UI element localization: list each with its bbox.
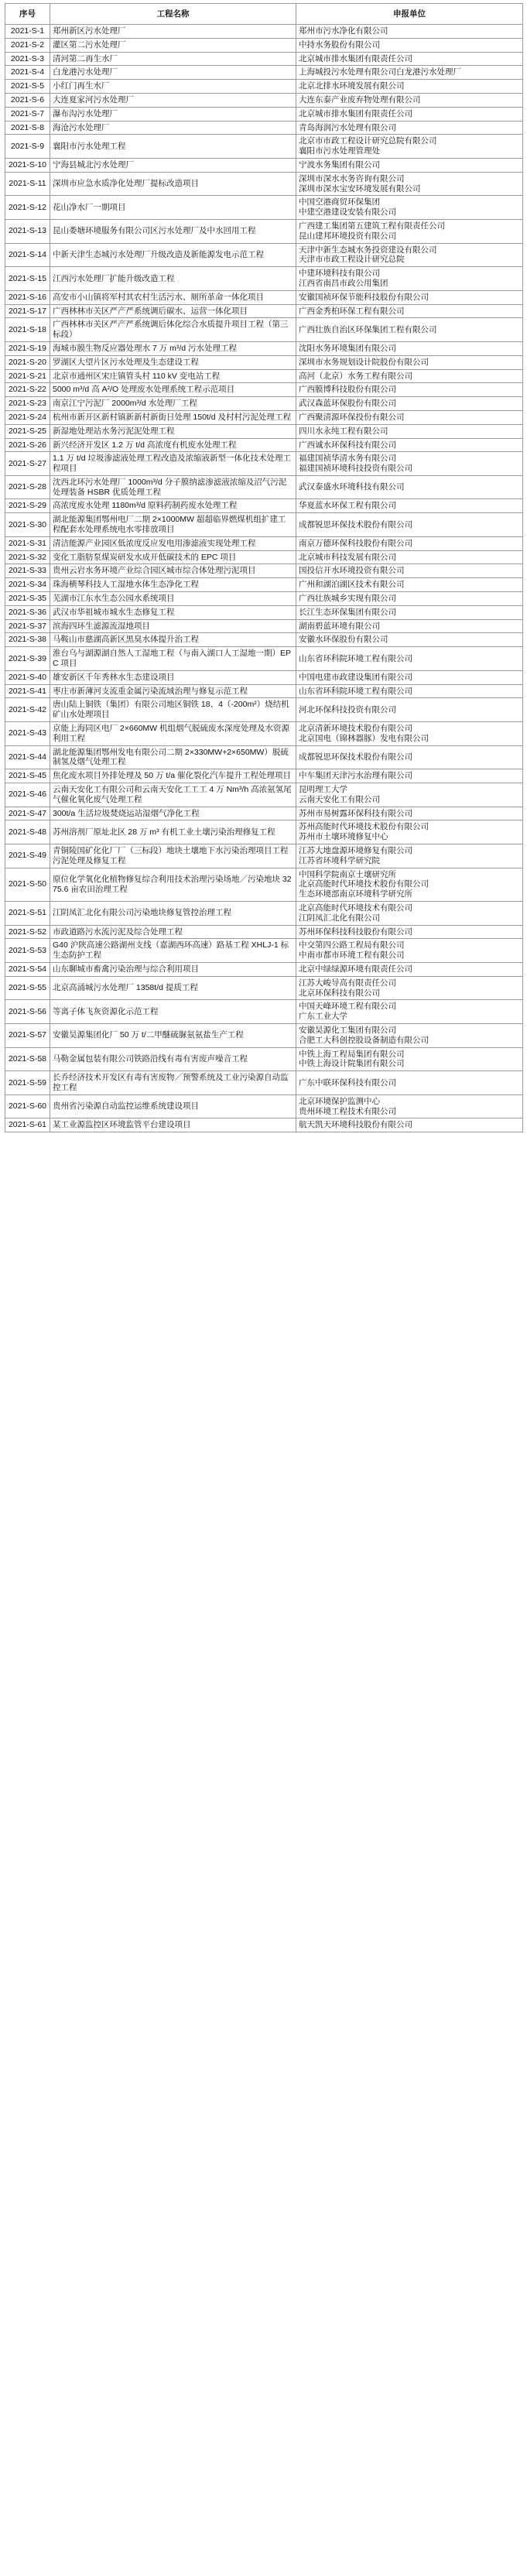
cell-project-name: 白龙港污水处理厂 (50, 66, 296, 80)
cell-organization: 北京环境保护监测中心 贵州环境工程技术有限公司 (296, 1094, 523, 1118)
table-header (5, 4, 523, 25)
cell-project-name: 中新天津生态城污水处理厂升级改造及新能源发电示范工程 (50, 243, 296, 267)
table-row (5, 369, 523, 383)
table-row (5, 66, 523, 80)
cell-serial-number: 2021-S-54 (5, 962, 50, 976)
cell-project-name: 罗湖区大望片区污水处理及生态建设工程 (50, 355, 296, 369)
cell-organization: 中持水务股份有限公司 (296, 38, 523, 52)
table-row (5, 219, 523, 243)
table-row (5, 513, 523, 537)
cell-organization: 北京北排水环境发展有限公司 (296, 80, 523, 94)
table-row (5, 452, 523, 476)
table-row (5, 633, 523, 647)
cell-project-name: 唐山陆上铜铁（集团）有限公司地区铜铁 18、4（-200m²）烧结机矿山水处理项目 (50, 698, 296, 722)
table-row (5, 475, 523, 499)
cell-project-name: 芜湖市江东水生态公园水系统项目 (50, 592, 296, 606)
cell-organization: 山东省环科院环境工程有限公司 (296, 647, 523, 671)
cell-project-name: 新兴经济开发区 1.2 万 t/d 高浓度有机废水处理工程 (50, 438, 296, 452)
cell-organization: 北京市市政工程设计研究总院有限公司 襄阳市污水处理管理处 (296, 135, 523, 159)
cell-project-name: 1.1 万 t/d 垃圾渗滤液处理工程改造及浓缩液新型一体化技术处理工程项目 (50, 452, 296, 476)
cell-serial-number: 2021-S-7 (5, 107, 50, 121)
column-header-no: 序号 (5, 4, 50, 25)
cell-organization: 高河（北京）水务工程有限公司 (296, 369, 523, 383)
cell-project-name: 新湿地处理站水务污泥泥处理工程 (50, 424, 296, 438)
cell-organization: 中车集团天津污水治理有限公司 (296, 769, 523, 783)
cell-serial-number: 2021-S-57 (5, 1023, 50, 1047)
cell-serial-number: 2021-S-40 (5, 670, 50, 684)
cell-organization: 安徽昊源化工集团有限公司 合肥工大科创控股设备制造有限公司 (296, 1023, 523, 1047)
cell-project-name: 北京高涌城污水处理厂 1358t/d 提质工程 (50, 976, 296, 1000)
cell-serial-number: 2021-S-23 (5, 397, 50, 411)
cell-project-name: 清河第二再生水厂 (50, 52, 296, 66)
table-row (5, 925, 523, 939)
cell-serial-number: 2021-S-17 (5, 304, 50, 318)
cell-organization: 苏州环保科技科技股份有限公司 (296, 925, 523, 939)
table-row (5, 807, 523, 820)
cell-organization: 深圳市水务规划设计院股份有限公司 (296, 355, 523, 369)
cell-organization: 广东中联环保科技有限公司 (296, 1071, 523, 1095)
cell-project-name: 湖北能源集团鄂州电厂二期 2×1000MW 超超临界燃煤机组扩建工程配套水处理系统电水零排放项目 (50, 513, 296, 537)
cell-organization: 广州和湖泊湖区技术有限公司 (296, 578, 523, 592)
cell-project-name: 300t/a 生活垃圾焚烧运站湿烟气净化工程 (50, 807, 296, 820)
cell-organization: 成都锐思环保技术股份有限公司 (296, 513, 523, 537)
table-row (5, 592, 523, 606)
cell-serial-number: 2021-S-25 (5, 424, 50, 438)
table-row (5, 438, 523, 452)
table-row (5, 410, 523, 424)
cell-project-name: 青铜陵国矿化化厂厂（三标段）地块土壤地下水污染治理项目工程污泥处理及修复工程 (50, 844, 296, 868)
table-row (5, 605, 523, 619)
cell-serial-number: 2021-S-60 (5, 1094, 50, 1118)
table-row (5, 939, 523, 963)
cell-serial-number: 2021-S-30 (5, 513, 50, 537)
table-row (5, 578, 523, 592)
table-row (5, 962, 523, 976)
cell-serial-number: 2021-S-12 (5, 196, 50, 220)
cell-project-name: 变化工脂肪泵煤炭研发水成开低碳技术的 EPC 项目 (50, 550, 296, 564)
cell-project-name: 枣庄市新薄河支流重金属污染流域治理与修复示范工程 (50, 684, 296, 698)
cell-organization: 北京城市排水集团有限责任公司 (296, 107, 523, 121)
cell-organization: 中国空港商贸环保集团 中建空港建设安装有限公司 (296, 196, 523, 220)
cell-organization: 北京清新环境技术股份有限公司 北京国电（锦林器豚）发电有限公司 (296, 722, 523, 746)
cell-serial-number: 2021-S-28 (5, 475, 50, 499)
table-row (5, 722, 523, 746)
cell-project-name: 焦化废水项目外排处理及 50 万 t/a 催化裂化汽车提升工程处理项目 (50, 769, 296, 783)
cell-serial-number: 2021-S-42 (5, 698, 50, 722)
cell-organization: 郑州市污水净化有限公司 (296, 25, 523, 39)
cell-serial-number: 2021-S-3 (5, 52, 50, 66)
cell-organization: 江苏大地盘源环境修复有限公司 江苏省环境科学研究院 (296, 844, 523, 868)
table-row (5, 196, 523, 220)
table-row (5, 52, 523, 66)
table-row (5, 619, 523, 633)
cell-serial-number: 2021-S-47 (5, 807, 50, 820)
table-row (5, 383, 523, 397)
table-row (5, 355, 523, 369)
cell-organization: 湖南碧蓝环境有限公司 (296, 619, 523, 633)
cell-serial-number: 2021-S-21 (5, 369, 50, 383)
cell-organization: 宁波水务集团有限公司 (296, 158, 523, 172)
cell-project-name: 广西林林市关区严产严系统调后体化综合水质提升项目工程（第三标段） (50, 318, 296, 342)
cell-project-name: 京能上海同区电厂 2×660MW 机组烟气脱硫废水深度处理及水资源利用工程 (50, 722, 296, 746)
table-row (5, 304, 523, 318)
cell-organization: 广西建工集团第五建筑工程有限责任公司 昆山建邦环境投资有限公司 (296, 219, 523, 243)
cell-serial-number: 2021-S-24 (5, 410, 50, 424)
cell-project-name: 山东聊城市畜禽污染治理与综合利用项目 (50, 962, 296, 976)
cell-serial-number: 2021-S-46 (5, 783, 50, 807)
projects-table (5, 3, 523, 1132)
cell-organization: 中铁上海工程局集团有限公司 中铁上海设计院集团有限公司 (296, 1047, 523, 1071)
cell-organization: 青岛海润污水处理有限公司 (296, 121, 523, 135)
cell-project-name: 等离子体飞灰资源化示范工程 (50, 1000, 296, 1024)
cell-project-name: 湖北能源集团鄂州发电有限公司二期 2×330MW+2×650MW）脱硫制氢及烟气处理工程 (50, 745, 296, 769)
table-row (5, 1094, 523, 1118)
table-row (5, 499, 523, 513)
cell-organization: 深圳市深水水务咨询有限公司 深圳市深水宝安环境发展有限公司 (296, 172, 523, 196)
table-row (5, 1047, 523, 1071)
cell-serial-number: 2021-S-36 (5, 605, 50, 619)
table-row (5, 135, 523, 159)
cell-organization: 昆明理工大学 云南天安化工有限公司 (296, 783, 523, 807)
cell-serial-number: 2021-S-6 (5, 93, 50, 107)
cell-organization: 北京高能时代环境技术有限公司 江阴凤汇北化有限公司 (296, 901, 523, 925)
cell-organization: 福建国祯华清水务有限公司 福建国祯环境科技投资有限公司 (296, 452, 523, 476)
cell-project-name: 瀑布沟污水处理厂 (50, 107, 296, 121)
cell-project-name: 灌区第二污水处理厂 (50, 38, 296, 52)
cell-organization: 武汉森蓝环保股份有限公司 (296, 397, 523, 411)
table-body (5, 25, 523, 1132)
table-row (5, 158, 523, 172)
cell-project-name: 安徽昊源集团化厂 50 万 t/二甲醚硫脲氨氨盐生产工程 (50, 1023, 296, 1047)
cell-serial-number: 2021-S-41 (5, 684, 50, 698)
cell-serial-number: 2021-S-59 (5, 1071, 50, 1095)
cell-organization: 大连东泰产业废弃物处理有限公司 (296, 93, 523, 107)
cell-organization: 北京城市科技发展有限公司 (296, 550, 523, 564)
cell-organization: 安徽水环保股份有限公司 (296, 633, 523, 647)
cell-organization: 成都锐思环保技术股份有限公司 (296, 745, 523, 769)
cell-organization: 中国电建市政建设集团有限公司 (296, 670, 523, 684)
cell-serial-number: 2021-S-10 (5, 158, 50, 172)
table-row (5, 550, 523, 564)
cell-project-name: 苏州溶剂厂原址北区 28 万 m³ 有机工业土壤污染治理修复工程 (50, 820, 296, 844)
cell-project-name: 海城市膜生物反应器处理水 7 万 m³/d 污水处理工程 (50, 341, 296, 355)
cell-project-name: 贵州云岩水务环境产业综合园区城市综合体处理污泥项目 (50, 564, 296, 578)
cell-serial-number: 2021-S-32 (5, 550, 50, 564)
cell-serial-number: 2021-S-9 (5, 135, 50, 159)
table-row (5, 670, 523, 684)
table-row (5, 684, 523, 698)
cell-serial-number: 2021-S-39 (5, 647, 50, 671)
table-row (5, 1071, 523, 1095)
cell-project-name: 江西污水处理厂扩能升级改造工程 (50, 267, 296, 291)
cell-serial-number: 2021-S-31 (5, 536, 50, 550)
table-row (5, 536, 523, 550)
cell-organization: 天津中新生态城水务投资建设有限公司 天津市市政工程设计研究总院 (296, 243, 523, 267)
cell-serial-number: 2021-S-14 (5, 243, 50, 267)
table-row (5, 976, 523, 1000)
table-row (5, 769, 523, 783)
table-row (5, 25, 523, 39)
cell-project-name: 5000 m³/d 高 A²/O 处理废水处理系统工程示范项目 (50, 383, 296, 397)
cell-project-name: 雄安新区千年秀林水生态建设项目 (50, 670, 296, 684)
cell-project-name: 宁海县城北污水处理厂 (50, 158, 296, 172)
cell-project-name: 某工业源监控区环境监管平台建设项目 (50, 1118, 296, 1132)
cell-serial-number: 2021-S-27 (5, 452, 50, 476)
cell-project-name: 武汉市华祖城市城水生态修复工程 (50, 605, 296, 619)
cell-serial-number: 2021-S-52 (5, 925, 50, 939)
cell-serial-number: 2021-S-11 (5, 172, 50, 196)
cell-project-name: 深圳市应急水质净化处理厂提标改造项目 (50, 172, 296, 196)
cell-serial-number: 2021-S-58 (5, 1047, 50, 1071)
cell-serial-number: 2021-S-48 (5, 820, 50, 844)
cell-serial-number: 2021-S-37 (5, 619, 50, 633)
cell-organization: 四川水永纯工程有限公司 (296, 424, 523, 438)
table-row (5, 647, 523, 671)
table-row (5, 107, 523, 121)
cell-organization: 江苏大峻导高有限责任公司 北京环保科技有限公司 (296, 976, 523, 1000)
cell-organization: 南京万德环保科技股份有限公司 (296, 536, 523, 550)
table-row (5, 243, 523, 267)
cell-serial-number: 2021-S-51 (5, 901, 50, 925)
cell-project-name: 南京江宁污泥厂 2000m³/d 水处理厂工程 (50, 397, 296, 411)
cell-serial-number: 2021-S-43 (5, 722, 50, 746)
cell-project-name: 清洁能源产业园区低浓度反应发电用渗滤液实现处理工程 (50, 536, 296, 550)
table-row (5, 868, 523, 901)
cell-organization: 中建环境科技有限公司 江西省南昌市政公用集团 (296, 267, 523, 291)
table-row (5, 121, 523, 135)
cell-organization: 安徽国祯环保节能科技股份有限公司 (296, 290, 523, 304)
cell-serial-number: 2021-S-53 (5, 939, 50, 963)
table-row (5, 820, 523, 844)
cell-project-name: 花山净水厂一期项目 (50, 196, 296, 220)
cell-organization: 国投信开水环境投资有限公司 (296, 564, 523, 578)
table-row (5, 1023, 523, 1047)
cell-project-name: 市政道路污水流污泥及综合处理工程 (50, 925, 296, 939)
table-row (5, 844, 523, 868)
table-row (5, 397, 523, 411)
cell-serial-number: 2021-S-4 (5, 66, 50, 80)
cell-project-name: 沈西北环污水处理厂 1000m³/d 分子膜纳滤渗滤液浓缩及沼气污泥处理装备 HSBR 优质处理工程 (50, 475, 296, 499)
cell-serial-number: 2021-S-5 (5, 80, 50, 94)
cell-serial-number: 2021-S-1 (5, 25, 50, 39)
cell-serial-number: 2021-S-34 (5, 578, 50, 592)
cell-project-name: 马鞍山市慈湖高新区黑臭水体提升治工程 (50, 633, 296, 647)
cell-serial-number: 2021-S-44 (5, 745, 50, 769)
cell-organization: 长江生态环保集团有限公司 (296, 605, 523, 619)
cell-serial-number: 2021-S-20 (5, 355, 50, 369)
cell-organization: 苏州市易树露环保科技有限公司 (296, 807, 523, 820)
table-row (5, 93, 523, 107)
cell-organization: 中国科学院南京土壤研究所 北京高能时代环境技术股份有限公司 生态环境部南京环境科学研究所 (296, 868, 523, 901)
cell-organization: 航天凯天环境科技股份有限公司 (296, 1118, 523, 1132)
cell-serial-number: 2021-S-45 (5, 769, 50, 783)
column-header-project-name: 工程名称 (50, 4, 296, 25)
cell-project-name: 原位化学氧化化植物修复综合利用技术治理污染场地／污染地块 3275.6 亩农田治理工程 (50, 868, 296, 901)
cell-project-name: 海沧污水处理厂 (50, 121, 296, 135)
cell-organization: 中交第四公路工程局有限公司 中南市都市环境工程有限公司 (296, 939, 523, 963)
table-row (5, 1118, 523, 1132)
cell-project-name: 马勒金属包装有限公司铁路沿线有毒有害废声噪音工程 (50, 1047, 296, 1071)
cell-serial-number: 2021-S-61 (5, 1118, 50, 1132)
cell-project-name: 北京市通州区宋庄镇管头村 110 kV 变电站工程 (50, 369, 296, 383)
cell-serial-number: 2021-S-35 (5, 592, 50, 606)
cell-serial-number: 2021-S-15 (5, 267, 50, 291)
cell-project-name: 江阴凤汇北化有限公司污染地块修复管控治理工程 (50, 901, 296, 925)
cell-serial-number: 2021-S-38 (5, 633, 50, 647)
table-row (5, 38, 523, 52)
cell-serial-number: 2021-S-8 (5, 121, 50, 135)
cell-organization: 沈阳水务环境集团有限公司 (296, 341, 523, 355)
cell-organization: 广西诚水环保科技有限公司 (296, 438, 523, 452)
column-header-organization: 申报单位 (296, 4, 523, 25)
cell-project-name: 小红门再生水厂 (50, 80, 296, 94)
cell-organization: 北京城市排水集团有限责任公司 (296, 52, 523, 66)
cell-project-name: 淮台乌与湖源湖自然人工湿地工程（与南入湖口人工湿地一期）EPC 项目 (50, 647, 296, 671)
cell-project-name: 杭州市新开区新村镇新新村新街日处理 150t/d 及村村污泥处理工程 (50, 410, 296, 424)
cell-project-name: 珠海横琴科技人工湿地水体生态净化工程 (50, 578, 296, 592)
table-row (5, 267, 523, 291)
table-row (5, 745, 523, 769)
table-row (5, 564, 523, 578)
table-row (5, 341, 523, 355)
cell-organization: 中国天峰环境工程有限公司 广东工业大学 (296, 1000, 523, 1024)
cell-project-name: 广西林林市关区严产严系统调后碳水、运营一体化项目 (50, 304, 296, 318)
cell-serial-number: 2021-S-50 (5, 868, 50, 901)
cell-organization: 华夏蓝水环保工程有限公司 (296, 499, 523, 513)
table-row (5, 318, 523, 342)
cell-project-name: 长乔经济技术开发区有毒有害废物／预警系统及工业污染源自动监控工程 (50, 1071, 296, 1095)
cell-serial-number: 2021-S-55 (5, 976, 50, 1000)
cell-serial-number: 2021-S-2 (5, 38, 50, 52)
cell-organization: 广西膜博科技股份有限公司 (296, 383, 523, 397)
cell-project-name: 贵州省污染源自动监控运维系统建设项目 (50, 1094, 296, 1118)
cell-project-name: 高安市小山镇将军村其农村生活污水、厕所革命一体化项目 (50, 290, 296, 304)
table-row (5, 80, 523, 94)
table-header-row (5, 4, 523, 25)
cell-organization: 山东省环科院环境工程有限公司 (296, 684, 523, 698)
cell-organization: 广西壮族自治区环保集团工程有限公司 (296, 318, 523, 342)
cell-organization: 河北环保科技投资有限公司 (296, 698, 523, 722)
cell-organization: 广西聚清源环保投份有限公司 (296, 410, 523, 424)
cell-serial-number: 2021-S-19 (5, 341, 50, 355)
cell-project-name: G40 沪陕高速公路湖州支线（嘉湖西环高速）路基工程 XHLJ-1 标生态防护工程 (50, 939, 296, 963)
cell-organization: 武汉泰盛水环境科技有限公司 (296, 475, 523, 499)
cell-organization: 北京中绿绿源环境有限责任公司 (296, 962, 523, 976)
table-row (5, 698, 523, 722)
cell-project-name: 郑州新区污水处理厂 (50, 25, 296, 39)
cell-project-name: 襄阳市污水处理工程 (50, 135, 296, 159)
cell-serial-number: 2021-S-29 (5, 499, 50, 513)
cell-serial-number: 2021-S-56 (5, 1000, 50, 1024)
cell-serial-number: 2021-S-18 (5, 318, 50, 342)
table-row (5, 1000, 523, 1024)
award-list-document (0, 0, 527, 1140)
cell-project-name: 大连夏家河污水处理厂 (50, 93, 296, 107)
table-row (5, 290, 523, 304)
cell-project-name: 云南天安化工有限公司和云南天安化工工工 4 万 Nm³/h 高浓氨氢尾气催化氧化废气处理工程 (50, 783, 296, 807)
cell-serial-number: 2021-S-26 (5, 438, 50, 452)
cell-organization: 广西壮族城乡实现有限公司 (296, 592, 523, 606)
cell-project-name: 高浓度废水处理 1180m³/d 原料药制药废水处理工程 (50, 499, 296, 513)
table-row (5, 172, 523, 196)
cell-project-name: 昆山娄塘环境服务有限公司区污水处理厂及中水回用工程 (50, 219, 296, 243)
cell-serial-number: 2021-S-22 (5, 383, 50, 397)
table-row (5, 901, 523, 925)
cell-organization: 广西金秀柏环保工程有限公司 (296, 304, 523, 318)
cell-serial-number: 2021-S-49 (5, 844, 50, 868)
table-row (5, 424, 523, 438)
cell-serial-number: 2021-S-16 (5, 290, 50, 304)
cell-organization: 苏州高能时代环境技术股份有限公司 苏州市土壤环境修复中心 (296, 820, 523, 844)
cell-serial-number: 2021-S-33 (5, 564, 50, 578)
cell-serial-number: 2021-S-13 (5, 219, 50, 243)
cell-project-name: 滨海四环生滤源流湿地项目 (50, 619, 296, 633)
table-row (5, 783, 523, 807)
cell-organization: 上海城投污水处理有限公司白龙港污水处理厂 (296, 66, 523, 80)
